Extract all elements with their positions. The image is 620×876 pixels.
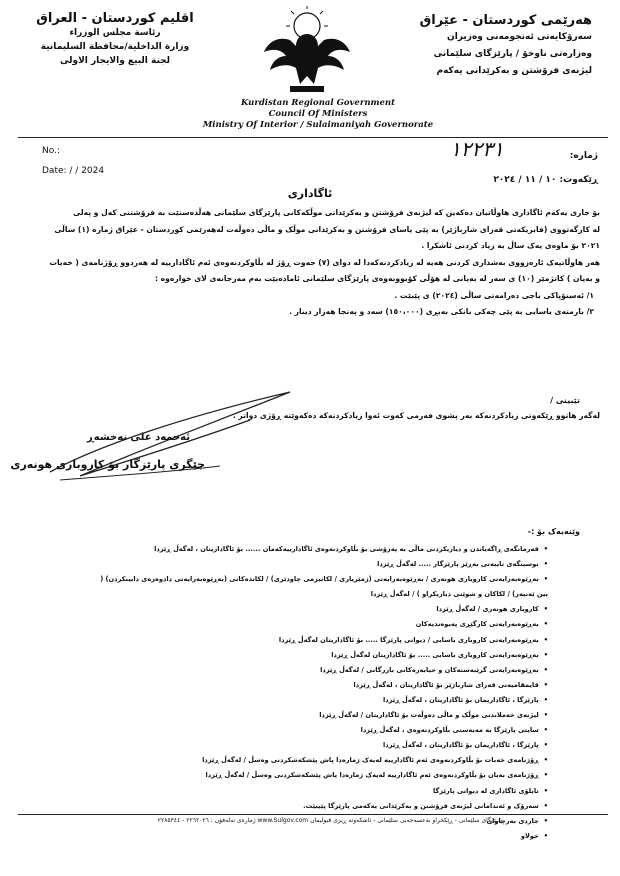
note-heading: تێبینی / [550,396,580,405]
krg-emblem-icon [260,6,355,96]
header-english-line3: Ministry Of Interior / Sulaimaniyah Governorate [202,120,434,130]
header-arabic [20,12,210,68]
announcement-body [32,205,600,321]
number-label-en: No.: [42,146,60,156]
date-label-en: Date: / / 2024 [42,166,105,176]
copy-recipient: • ڕۆژنامەی خەبات بۆ بڵاوکردنەوەی ئەم ئاگادارییە لەیەک ژمارەدا پاش پێشکەشکردنی وەسڵ / لەگەڵ ڕێزدا [88,753,548,768]
copy-recipient: • سەرۆک و ئەندامانی لیژنەی فرۆشتن و بەکرێدانی یەکەمی پارێزگا پێیبێت. [88,799,548,814]
copy-recipient: • فەرمانگەی ڕاگەیاندن و دیاریکردنی ماڵی بە پەرۆشی بۆ بڵاوکردنەوەی ئاگادارییەکەمان ...... بۆ ئاگاداریتان ، لەگەڵ ڕێزدا [88,542,548,557]
copy-recipient: • جاردی بەرچاوان [88,814,548,829]
header-divider [18,137,608,138]
copies-heading: وێنەیەک بۆ :- [527,527,580,536]
signatory-name: ئەحمەد علی نەخشەڕ [87,432,190,443]
header-kurdish-committee: لیژنەی فرۆشتن و بەکرێدانی یەکەم [436,66,592,76]
header-arabic-committee: لجنة البيع والايجار الاولى [59,56,171,66]
header-kurdish-council: سەرۆکایەتی ئەنجومەنی وەزیران [447,32,592,42]
header-arabic-ministry: وزارة الداخلية/محافظة السليمانية [40,42,190,52]
copy-recipient: • خولاو [88,829,548,844]
copy-recipient: • بەڕێوەبەرایەتی کارگێڕی پەیوەندیەکان [88,617,548,632]
header-kurdish-region: هەرێمی کوردستان - عێراق [419,13,592,28]
body-line: ٢/ بارمتەی یاسایی بە پێی چەکی بانکی بەبڕی (١٥٠،٠٠٠) سەد و پەنجا هەزار دینار . [289,307,594,316]
footer-divider [18,814,608,815]
announcement-title: ئاگاداری [287,187,333,200]
body-line: و بەیان ) کاتژمێر (١٠) ی سەر لە بەیانی لە هۆڵی کۆبوونەوەی پارێزگای سلێمانی ئامادەبێت بەم مەرجانەی لای خوارەوە : [155,274,600,283]
copy-recipient: • تابلۆی ئاگاداری لە دیوانی پارێزگا [88,784,548,799]
copy-recipient: • پارێزگا ، ئاگاداریمان بۆ ئاگاداریتان ، لەگەڵ ڕێزدا [88,738,548,753]
copy-recipient: • سایتی پارێزگا بە مەبەستی بڵاوکردنەوەی ، لەگەڵ ڕێزدا [88,723,548,738]
copy-recipient: • پارێزگا ، ئاگاداریمان بۆ ئاگاداریتان ، لەگەڵ ڕێزدا [88,693,548,708]
body-line: ٢٠٢١ بۆ ماوەی یەک ساڵ بە زیاد کردنی ئاشکرا . [421,241,600,250]
header-english-line1: Kurdistan Regional Government [240,98,396,108]
signatory-position: جێگری پارێزگار بۆ کاروباری هونەری [10,458,205,471]
header-english [188,98,448,131]
header-kurdish-ministry: وەزارەتی ناوخۆ / پارێزگای سلێمانی [433,49,592,59]
header-arabic-region: اقليم كوردستان - العراق [36,11,194,26]
number-label-ku: ژمارە: [569,151,598,161]
body-line: ١/ ئەستۆپاکی باجی دەرامەتی ساڵی (٢٠٢٤) ی پێبێت . [394,290,594,300]
copy-recipient: • لیژنەی خەملاندنی موڵک و ماڵی دەوڵەت بۆ ئاگاداریتان / لەگەڵ ڕێزدا [88,708,548,723]
header-arabic-council: رئاسة مجلس الوزراء [69,28,161,38]
header-english-line2: Council Of Ministers [268,109,368,119]
copy-recipient: • قایمقامیەتی قەزای شارباژێر بۆ ئاگاداریتان ، لەگەڵ ڕێزدا [88,678,548,693]
copy-recipient: • کاروباری هونەری / لەگەڵ ڕێزدا [88,602,548,617]
body-line: بۆ جاری یەکەم ئاگاداری هاوڵاتیان دەکەین کە لیژنەی فرۆشتن و بەکرێدانی موڵکەکانی پارێزگای سلێمانی هەڵدەستێت بە فرۆشتنی کەل و پەلی [73,208,600,217]
handwritten-number: ١٢٢٣١ [450,137,504,161]
copy-recipient: • بەڕێوەبەرایەتی کاروباری یاسایی / دیوانی پارێزگا ..... بۆ ئاگاداریتان لەگەڵ ڕێزدا [88,633,548,648]
copy-recipient: • نوسینگەی تایبەتی بەڕێز پارێزگار ..... لەگەڵ ڕێزدا [88,557,548,572]
copies-list [88,542,548,844]
date-ku: ڕێکەوت: ١٠ / ١١ / ٢٠٢٤ [493,175,598,185]
copy-recipient: • بەڕێوەبەرایەتی کاروباری هونەری / بەڕێوەبەرایەتی (ژمێریاری / لکانیزمی چاودێری) / لکاندەکانی (بەڕێوەبەرایەتی دادوەرەی دابینکردن) ( بین ێەنیەر) / لکاکان و شوێنی دیاریکراو ) / لەگەڵ ڕێزدا [88,572,548,602]
body-line: هەر هاوڵاتیەک ئارەزووی بەشداری کردنی هەیە لە زیادکردنەکەدا لە دوای (٧) حەوت ڕۆژ لە بڵاوکردنەوەی ئەم ئاگادارییە لە هەردوو ڕۆژنامەی ( خەبات [49,257,600,267]
header-kurdish [382,12,592,80]
copy-recipient: • ڕۆژنامەی بەیان بۆ بڵاوکردنەوەی ئەم ئاگادارییە لەیەک ژمارەدا پاش پێشکەشکردنی وەسڵ / لەگەڵ ڕێزدا [88,768,548,783]
copy-recipient: • بەڕێوەبەرایەتی کاروباری یاسایی ..... بۆ ئاگاداریتان لەگەڵ ڕێزدا [88,648,548,663]
note-text: لەگەر هاتوو ڕێکەوتی زیادکردنەکە بەر پشوی فەرمی کەوت ئەوا زیادکردنەکە دەکەوێتە ڕۆژی دواتر . [232,411,600,420]
body-line: لە کارگەتووی (فابریکەتی قەزای شارباژێر) بە پێی یاسای فرۆشتن و بەکرێدانی موڵک و ماڵی دەوڵەت لەهەرێمی کوردستان - عێراق ژمارە (١) ساڵی [54,224,600,234]
footer-contact: پارێزگای سلێمانی - ڕێکخراو بەعسەجەبی سلێمانی - ئاشکەوتە ڕیزی قبولیمان www.Sulgov.com ژمارەی تەلەفۆن : ٢٢٦٢٠٢٦ - ٢٢٨٥٣٤٤ [157,817,503,824]
copy-recipient: • بەڕێوەبەرایەتی گرێبەستەکان و حیابەرەکانی بازرگانی / لەگەڵ ڕێزدا [88,663,548,678]
